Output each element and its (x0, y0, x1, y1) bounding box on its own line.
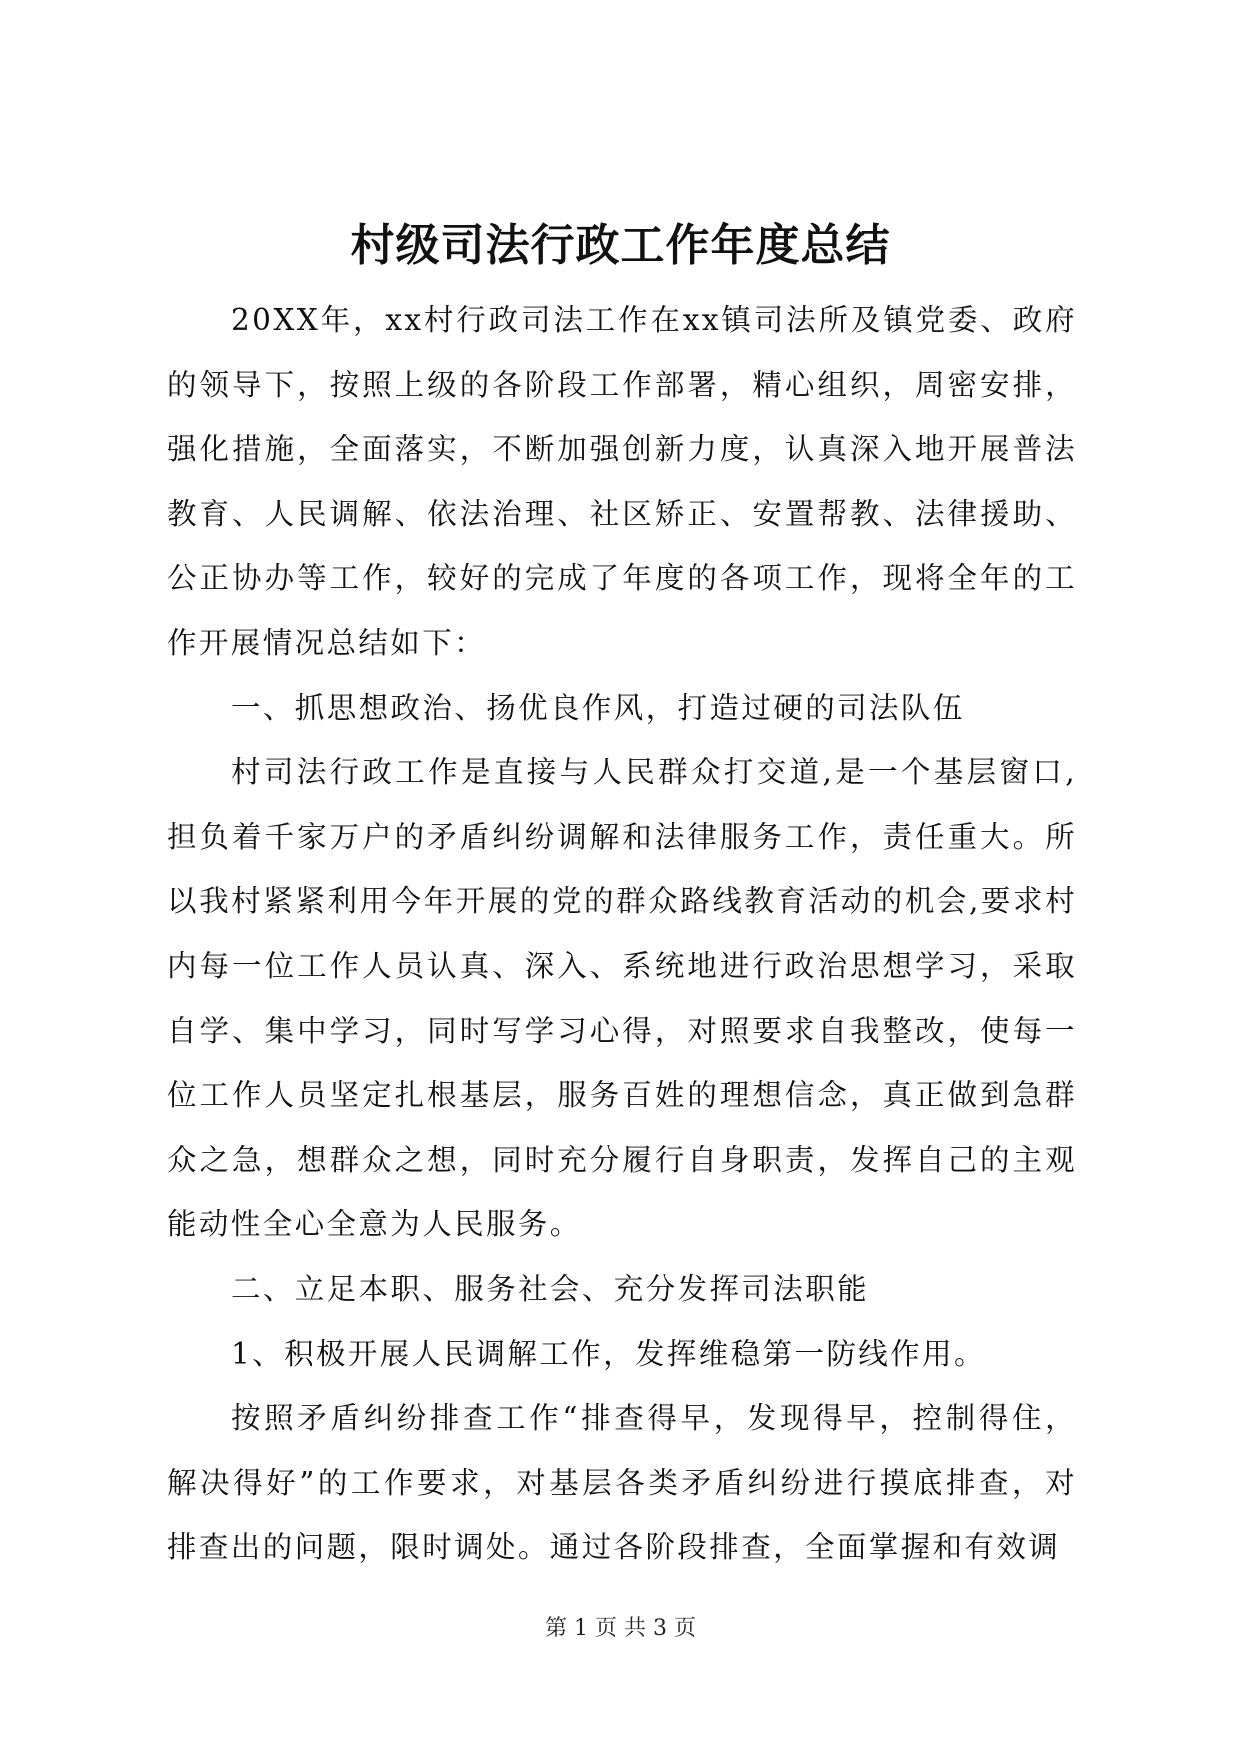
section-heading-1: 一、抓思想政治、扬优良作风，打造过硬的司法队伍 (231, 690, 965, 725)
document-title: 村级司法行政工作年度总结 (350, 220, 891, 271)
section-heading-2: 二、立足本职、服务社会、充分发挥司法职能 (231, 1271, 870, 1306)
subsection-heading-1: 1、积极开展人民调解工作，发挥维稳第一防线作用。 (231, 1336, 986, 1371)
page-number-footer: 第 1 页 共 3 页 (545, 1616, 696, 1641)
document-body (167, 288, 1077, 1580)
paragraph-subsection-1: 按照矛盾纠纷排查工作“排查得早，发现得早，控制得住，解决得好”的工作要求，对基层各类矛盾纠纷进行摸底排查，对排查出的问题，限时调处。通过各阶段排查，全面掌握和有效调 (167, 1401, 1077, 1565)
paragraph-intro: 20XX年，xx村行政司法工作在xx镇司法所及镇党委、政府的领导下，按照上级的各阶段工作部署，精心组织，周密安排，强化措施，全面落实，不断加强创新力度，认真深入地开展普法教育、人民调解、依法治理、社区矫正、安置帮教、法律援助、公正协办等工作，较好的完成了年度的各项工作，现将全年的工作开展情况总结如下： (167, 303, 1077, 660)
paragraph-section-1: 村司法行政工作是直接与人民群众打交道,是一个基层窗口,担负着千家万户的矛盾纠纷调解和法律服务工作，责任重大。所以我村紧紧利用今年开展的党的群众路线教育活动的机会,要求村内每一位工作人员认真、深入、系统地进行政治思想学习，采取自学、集中学习，同时写学习心得，对照要求自我整改，使每一位工作人员坚定扎根基层，服务百姓的理想信念，真正做到急群众之急，想群众之想，同时充分履行自身职责，发挥自己的主观能动性全心全意为人民服务。 (167, 755, 1077, 1242)
